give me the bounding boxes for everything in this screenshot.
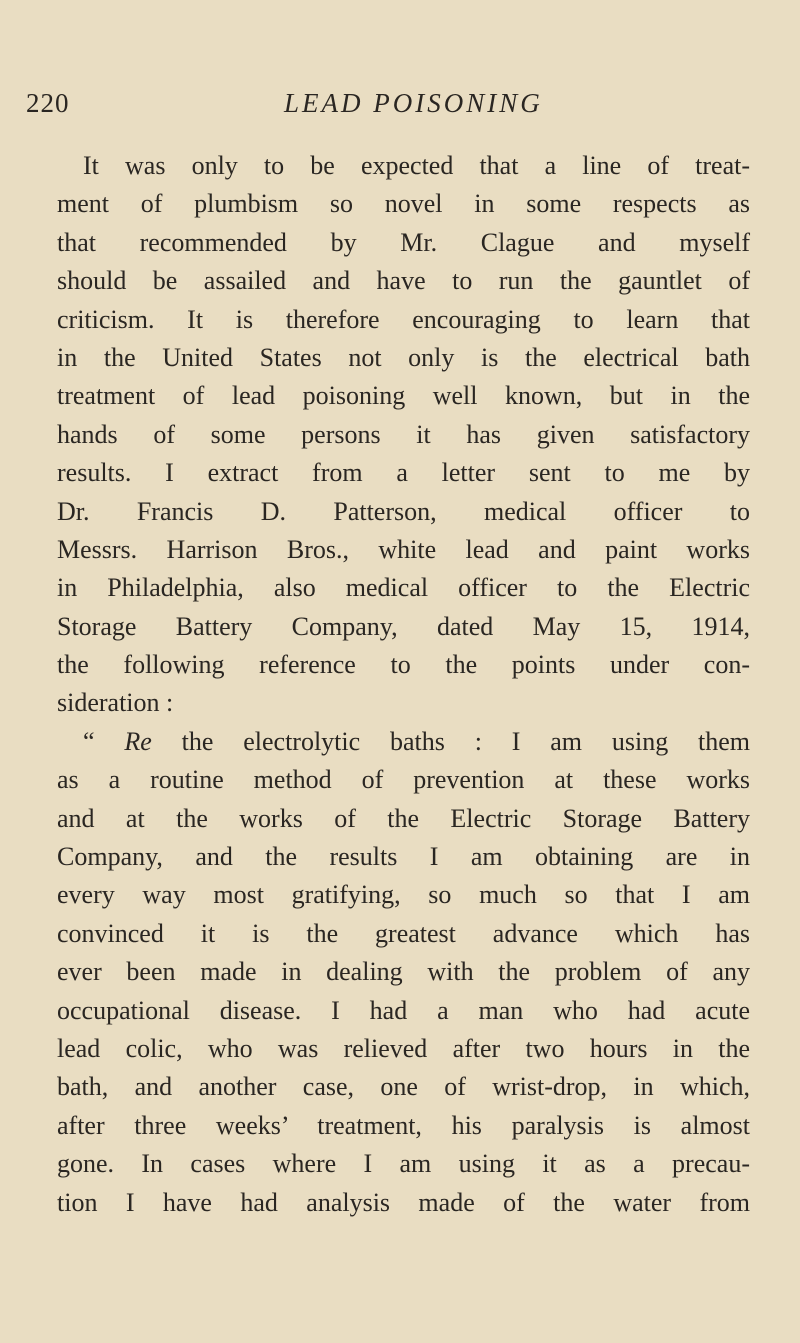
text-line: results. I extract from a letter sent to me by xyxy=(57,458,750,488)
text-line: Dr. Francis D. Patterson, medical officer to xyxy=(57,496,750,526)
text-line: Storage Battery Company, dated May 15, 1914, xyxy=(57,611,750,641)
text-line: and at the works of the Electric Storage Battery xyxy=(57,803,750,833)
text-line: in Philadelphia, also medical officer to the Electric xyxy=(57,573,750,603)
text-line: convinced it is the greatest advance which has xyxy=(57,918,750,948)
text-line: ment of plumbism so novel in some respects as xyxy=(57,189,750,219)
text-line: treatment of lead poisoning well known, but in the xyxy=(57,381,750,411)
text-line: lead colic, who was relieved after two hours in the xyxy=(57,1033,750,1063)
text-line: should be assailed and have to run the gauntlet of xyxy=(57,266,750,296)
page-header xyxy=(26,88,726,128)
text-line: sideration : xyxy=(57,688,174,718)
text-line: tion I have had analysis made of the water from xyxy=(57,1187,750,1217)
text-line: Company, and the results I am obtaining are in xyxy=(57,842,750,872)
quote-line-rest: the electrolytic baths : I am using them xyxy=(181,726,751,756)
running-title: LEAD POISONING xyxy=(284,88,543,118)
text-line: ever been made in dealing with the problem of any xyxy=(57,957,750,987)
text-line: It was only to be expected that a line of treat- xyxy=(83,151,750,180)
text-line: as a routine method of prevention at these works xyxy=(57,765,750,795)
page-number: 220 xyxy=(26,88,70,118)
text-line: every way most gratifying, so much so that I am xyxy=(57,880,750,910)
text-line: criticism. It is therefore encouraging to learn that xyxy=(57,304,750,334)
text-line: hands of some persons it has given satisfactory xyxy=(57,419,750,449)
text-line: the following reference to the points under con- xyxy=(57,650,750,680)
text-line: bath, and another case, one of wrist-drop, in which, xyxy=(57,1072,750,1102)
text-line: in the United States not only is the electrical bath xyxy=(57,342,750,372)
text-line: after three weeks’ treatment, his paralysis is almost xyxy=(57,1110,750,1140)
quote-first-line xyxy=(57,723,750,761)
text-line: occupational disease. I had a man who had acute xyxy=(57,995,750,1025)
text-line: that recommended by Mr. Clague and myself xyxy=(57,227,750,257)
text-line: gone. In cases where I am using it as a precau- xyxy=(57,1149,750,1179)
quote-open-mark: “ xyxy=(83,726,125,756)
quote-italic-word: Re xyxy=(124,726,152,756)
text-line: Messrs. Harrison Bros., white lead and paint works xyxy=(57,534,750,564)
body-text xyxy=(57,147,750,1222)
